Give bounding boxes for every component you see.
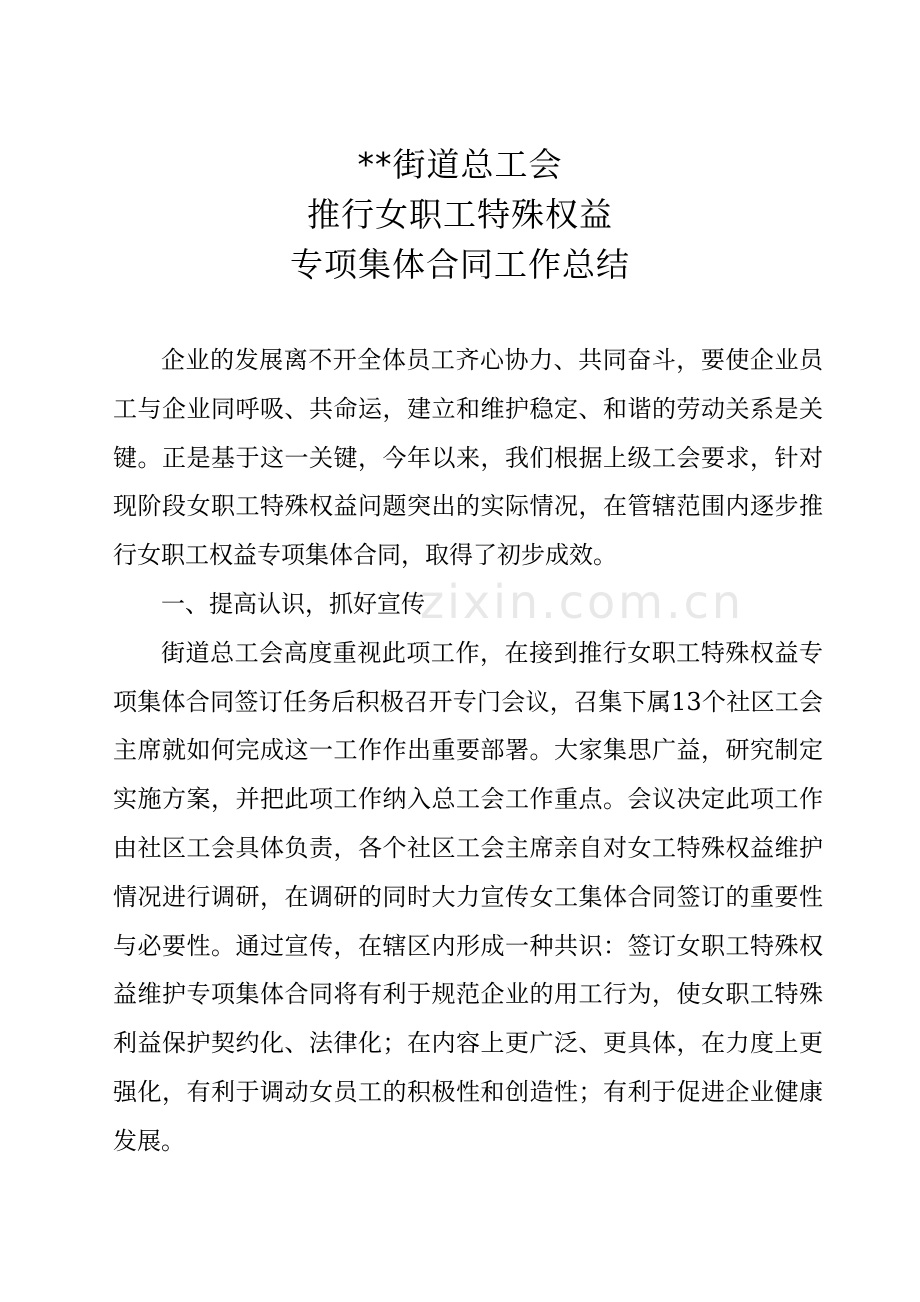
title-line-3: 专项集体合同工作总结 (290, 245, 630, 284)
section-heading: 一、提高认识，抓好宣传 (161, 589, 425, 618)
intro-paragraph: 企业的发展离不开全体员工齐心协力、共同奋斗，要使企业员工与企业同呼吸、共命运，建立和维护稳定、和谐的劳动关系是关键。正是基于这一关键，今年以来，我们根据上级工会要求，针对现阶段女职工特殊权益问题突出的实际情况，在管辖范围内逐步推行女职工权益专项集体合同，取得了初步成效。 (113, 346, 823, 570)
title-line-2: 推行女职工特殊权益 (307, 195, 613, 234)
watermark: zixin.com.cn (420, 575, 745, 629)
document-body (113, 336, 823, 1166)
document-title (0, 140, 920, 290)
section-paragraph: 街道总工会高度重视此项工作，在接到推行女职工特殊权益专项集体合同签订任务后积极召开专门会议，召集下属13个社区工会主席就如何完成这一工作作出重要部署。大家集思广益，研究制定实施方案，并把此项工作纳入总工会工作重点。会议决定此项工作由社区工会具体负责，各个社区工会主席亲自对女工特殊权益维护情况进行调研，在调研的同时大力宣传女工集体合同签订的重要性与必要性。通过宣传，在辖区内形成一种共识：签订女职工特殊权益维护专项集体合同将有利于规范企业的用工行为，使女职工特殊利益保护契约化、法律化；在内容上更广泛、更具体，在力度上更强化，有利于调动女员工的积极性和创造性；有利于促进企业健康发展。 (113, 638, 823, 1155)
title-line-1: **街道总工会 (357, 145, 563, 184)
